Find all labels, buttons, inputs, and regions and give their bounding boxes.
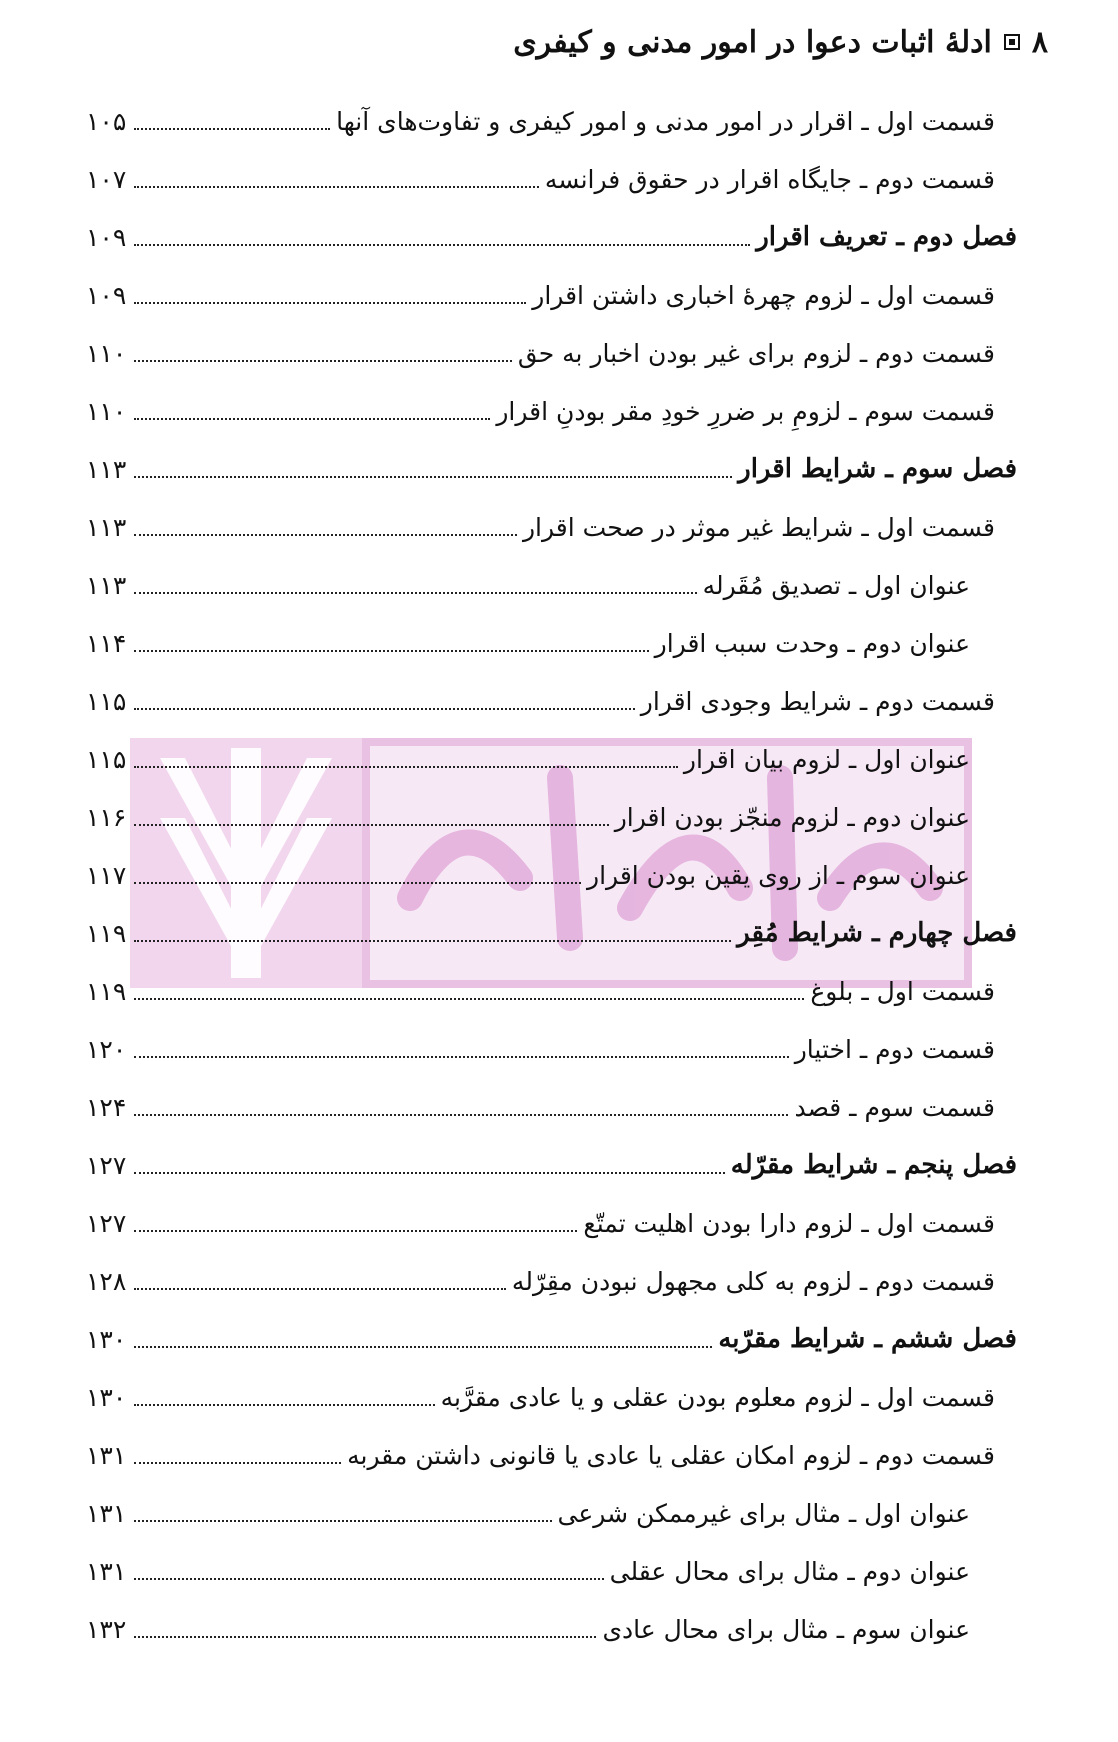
toc-dot-leader bbox=[134, 1404, 435, 1406]
toc-entry-page: ۱۰۵ bbox=[86, 106, 127, 136]
toc-entry[interactable] bbox=[0, 324, 1118, 382]
toc-chapter-title: فصل سوم ـ شرایط اقرار bbox=[738, 454, 1017, 484]
toc-entry[interactable] bbox=[0, 1078, 1118, 1136]
toc-chapter[interactable] bbox=[0, 1136, 1118, 1194]
toc-entry-title: قسمت دوم ـ لزوم به کلی مجهول نبودن مقِرّله bbox=[511, 1266, 995, 1296]
toc-dot-leader bbox=[134, 1462, 341, 1464]
toc-entry[interactable] bbox=[0, 498, 1118, 556]
toc-entry-page: ۱۳۲ bbox=[86, 1614, 127, 1644]
toc-dot-leader bbox=[134, 1172, 725, 1174]
toc-entry-title: قسمت اول ـ لزوم معلوم بودن عقلی و یا عادی مقرَّبه bbox=[440, 1382, 995, 1412]
toc-entry[interactable] bbox=[0, 150, 1118, 208]
book-title: ادلهٔ اثبات دعوا در امور مدنی و کیفری bbox=[513, 24, 992, 60]
toc-entry[interactable] bbox=[0, 92, 1118, 150]
toc-chapter[interactable] bbox=[0, 1310, 1118, 1368]
toc-entry-page: ۱۱۳ bbox=[86, 454, 127, 484]
toc-entry-title: قسمت دوم ـ اختیار bbox=[794, 1034, 995, 1064]
toc-dot-leader bbox=[134, 1288, 506, 1290]
toc-entry-title: قسمت اول ـ شرایط غیر موثر در صحت اقرار bbox=[522, 512, 995, 542]
toc-dot-leader bbox=[134, 592, 697, 594]
toc-entry[interactable] bbox=[0, 672, 1118, 730]
toc-subentry-title: عنوان دوم ـ وحدت سبب اقرار bbox=[654, 628, 970, 658]
toc-dot-leader bbox=[134, 476, 732, 478]
toc-entry[interactable] bbox=[0, 266, 1118, 324]
toc-dot-leader bbox=[134, 1636, 596, 1638]
toc-subentry-title: عنوان سوم ـ از روی یقین بودن اقرار bbox=[587, 860, 970, 890]
toc-subentry-title: عنوان سوم ـ مثال برای محال عادی bbox=[602, 1614, 970, 1644]
toc-dot-leader bbox=[134, 650, 649, 652]
toc-dot-leader bbox=[134, 882, 581, 884]
toc-dot-leader bbox=[134, 302, 526, 304]
toc-entry-page: ۱۱۳ bbox=[86, 570, 127, 600]
toc-entry-page: ۱۳۰ bbox=[86, 1324, 127, 1354]
toc-entry-title: قسمت سوم ـ قصد bbox=[794, 1092, 995, 1122]
toc-entry-page: ۱۳۱ bbox=[86, 1556, 127, 1586]
toc-dot-leader bbox=[134, 766, 678, 768]
toc-dot-leader bbox=[134, 708, 635, 710]
toc-entry-title: قسمت دوم ـ جایگاه اقرار در حقوق فرانسه bbox=[544, 164, 995, 194]
toc-chapter-title: فصل ششم ـ شرایط مقرّبه bbox=[718, 1324, 1017, 1354]
table-of-contents bbox=[0, 92, 1118, 1658]
toc-dot-leader bbox=[134, 128, 330, 130]
toc-entry-page: ۱۱۷ bbox=[86, 860, 127, 890]
toc-dot-leader bbox=[134, 534, 517, 536]
toc-entry-page: ۱۰۹ bbox=[86, 280, 127, 310]
toc-chapter[interactable] bbox=[0, 208, 1118, 266]
toc-chapter[interactable] bbox=[0, 904, 1118, 962]
page-number: ۸ bbox=[1031, 24, 1048, 60]
toc-subentry[interactable] bbox=[0, 556, 1118, 614]
toc-entry[interactable] bbox=[0, 1194, 1118, 1252]
toc-entry-page: ۱۰۹ bbox=[86, 222, 127, 252]
toc-subentry-title: عنوان اول ـ مثال برای غیرممکن شرعی bbox=[557, 1498, 970, 1528]
toc-entry-page: ۱۱۴ bbox=[86, 628, 127, 658]
toc-entry[interactable] bbox=[0, 1368, 1118, 1426]
toc-entry[interactable] bbox=[0, 1020, 1118, 1078]
toc-dot-leader bbox=[134, 1520, 552, 1522]
toc-subentry[interactable] bbox=[0, 846, 1118, 904]
toc-entry[interactable] bbox=[0, 1252, 1118, 1310]
toc-chapter-title: فصل دوم ـ تعریف اقرار bbox=[756, 222, 1017, 252]
square-bullet-icon bbox=[1004, 34, 1020, 50]
toc-entry-title: قسمت سوم ـ لزومِ بر ضررِ خودِ مقر بودنِ اقرار bbox=[496, 396, 995, 426]
toc-entry-page: ۱۲۰ bbox=[86, 1034, 127, 1064]
toc-entry-page: ۱۲۷ bbox=[86, 1208, 127, 1238]
toc-entry-title: قسمت اول ـ لزوم چهرهٔ اخباری داشتن اقرار bbox=[532, 280, 995, 310]
toc-entry-page: ۱۳۱ bbox=[86, 1440, 127, 1470]
toc-entry-title: قسمت اول ـ لزوم دارا بودن اهلیت تمتّع bbox=[583, 1208, 995, 1238]
toc-entry-title: قسمت دوم ـ لزوم امکان عقلی یا عادی یا قانونی داشتن مقربه bbox=[347, 1440, 995, 1470]
toc-entry-page: ۱۱۳ bbox=[86, 512, 127, 542]
toc-dot-leader bbox=[134, 998, 804, 1000]
running-header bbox=[70, 20, 1048, 64]
toc-subentry-title: عنوان اول ـ لزوم بیان اقرار bbox=[683, 744, 970, 774]
toc-entry-page: ۱۱۵ bbox=[86, 744, 127, 774]
toc-dot-leader bbox=[134, 186, 539, 188]
toc-dot-leader bbox=[134, 940, 731, 942]
toc-dot-leader bbox=[134, 418, 490, 420]
toc-subentry-title: عنوان دوم ـ مثال برای محال عقلی bbox=[609, 1556, 970, 1586]
toc-subentry[interactable] bbox=[0, 1484, 1118, 1542]
toc-dot-leader bbox=[134, 360, 512, 362]
toc-entry-page: ۱۰۷ bbox=[86, 164, 127, 194]
toc-entry-title: قسمت اول ـ اقرار در امور مدنی و امور کیفری و تفاوت‌های آنها bbox=[336, 106, 995, 136]
toc-entry-page: ۱۱۹ bbox=[86, 918, 127, 948]
toc-entry-page: ۱۱۹ bbox=[86, 976, 127, 1006]
toc-chapter-title: فصل پنجم ـ شرایط مقرّله bbox=[730, 1150, 1017, 1180]
toc-subentry[interactable] bbox=[0, 1542, 1118, 1600]
toc-dot-leader bbox=[134, 1056, 789, 1058]
toc-entry-page: ۱۳۱ bbox=[86, 1498, 127, 1528]
toc-dot-leader bbox=[134, 244, 750, 246]
toc-entry-page: ۱۱۶ bbox=[86, 802, 127, 832]
toc-subentry-title: عنوان اول ـ تصدیق مُقَرله bbox=[702, 570, 970, 600]
toc-entry-page: ۱۲۴ bbox=[86, 1092, 127, 1122]
toc-entry-page: ۱۳۰ bbox=[86, 1382, 127, 1412]
toc-entry-title: قسمت اول ـ بلوغ bbox=[810, 976, 995, 1006]
toc-entry-page: ۱۱۵ bbox=[86, 686, 127, 716]
toc-entry-page: ۱۱۰ bbox=[86, 396, 127, 426]
toc-entry-page: ۱۲۷ bbox=[86, 1150, 127, 1180]
toc-subentry-title: عنوان دوم ـ لزوم منجّز بودن اقرار bbox=[614, 802, 970, 832]
toc-subentry[interactable] bbox=[0, 614, 1118, 672]
toc-chapter[interactable] bbox=[0, 440, 1118, 498]
toc-entry[interactable] bbox=[0, 1426, 1118, 1484]
toc-subentry[interactable] bbox=[0, 1600, 1118, 1658]
toc-dot-leader bbox=[134, 1346, 712, 1348]
toc-subentry[interactable] bbox=[0, 730, 1118, 788]
toc-subentry[interactable] bbox=[0, 788, 1118, 846]
toc-entry-title: قسمت دوم ـ لزوم برای غیر بودن اخبار به حق bbox=[517, 338, 995, 368]
toc-dot-leader bbox=[134, 1230, 577, 1232]
toc-dot-leader bbox=[134, 1578, 604, 1580]
toc-dot-leader bbox=[134, 824, 609, 826]
toc-dot-leader bbox=[134, 1114, 788, 1116]
toc-entry-page: ۱۲۸ bbox=[86, 1266, 127, 1296]
toc-entry[interactable] bbox=[0, 382, 1118, 440]
toc-entry[interactable] bbox=[0, 962, 1118, 1020]
toc-entry-page: ۱۱۰ bbox=[86, 338, 127, 368]
toc-entry-title: قسمت دوم ـ شرایط وجودی اقرار bbox=[640, 686, 995, 716]
toc-chapter-title: فصل چهارم ـ شرایط مُقِر bbox=[737, 918, 1017, 948]
